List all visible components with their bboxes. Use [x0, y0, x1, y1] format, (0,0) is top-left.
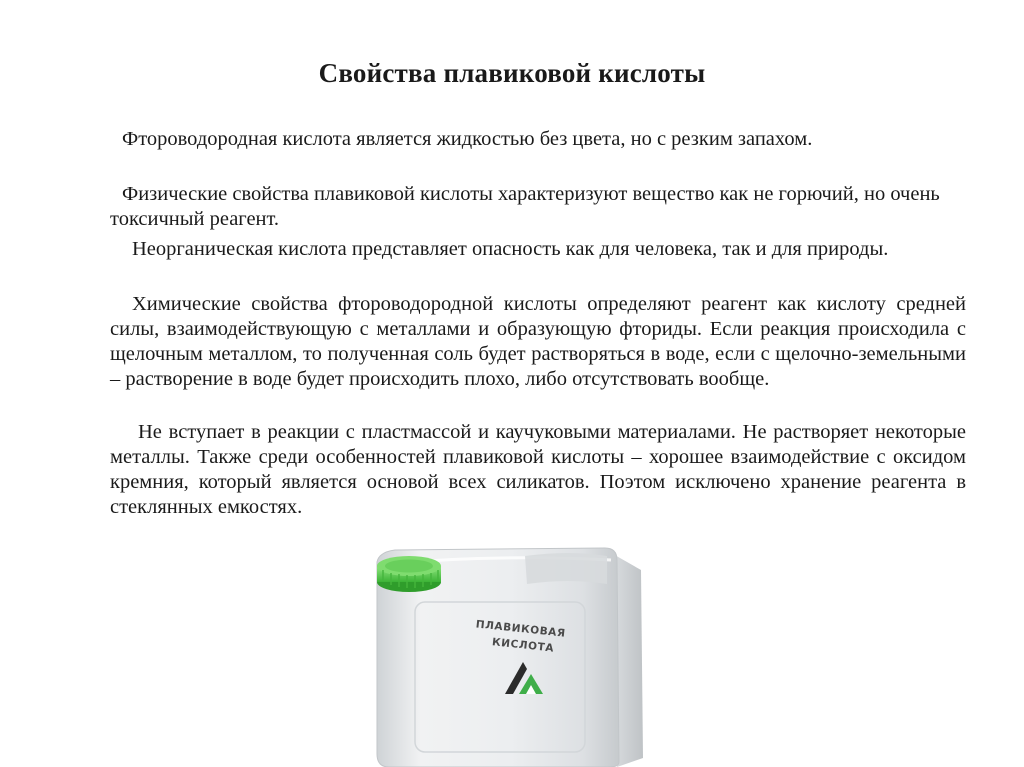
slide-title: Свойства плавиковой кислоты	[318, 58, 706, 88]
paragraph-2: Физические свойства плавиковой кислоты характеризуют вещество как не горючий, но очень токсичный реагент.	[110, 183, 940, 230]
canister-image	[355, 540, 675, 767]
cap-icon	[377, 556, 441, 592]
paragraph-4: Химические свойства фтороводородной кислоты определяют реагент как кислоту средней силы, взаимодействующую с металлами и образующую фториды. Если реакция происходила с щелочным металлом, то полученная соль будет растворяться в воде, если с щелочно-земельными – растворение в воде будет происходить плохо, либо отсутствовать вообще.	[110, 293, 966, 390]
canister-label-line1: ПЛАВИКОВАЯ	[475, 618, 567, 640]
paragraph-3: Неорганическая кислота представляет опасность как для человека, так и для природы.	[132, 238, 889, 260]
canister-label-line2: КИСЛОТА	[491, 636, 555, 655]
paragraph-1: Фтороводородная кислота является жидкостью без цвета, но с резким запахом.	[122, 128, 813, 150]
paragraph-5: Не вступает в реакции с пластмассой и каучуковыми материалами. Не растворяет некоторые металлы. Также среди особенностей плавиковой кислоты – хорошее взаимодействие с оксидом кремния, который является основой всех силикатов. Поэтом исключено хранение реагента в стеклянных емкостях.	[110, 421, 966, 518]
